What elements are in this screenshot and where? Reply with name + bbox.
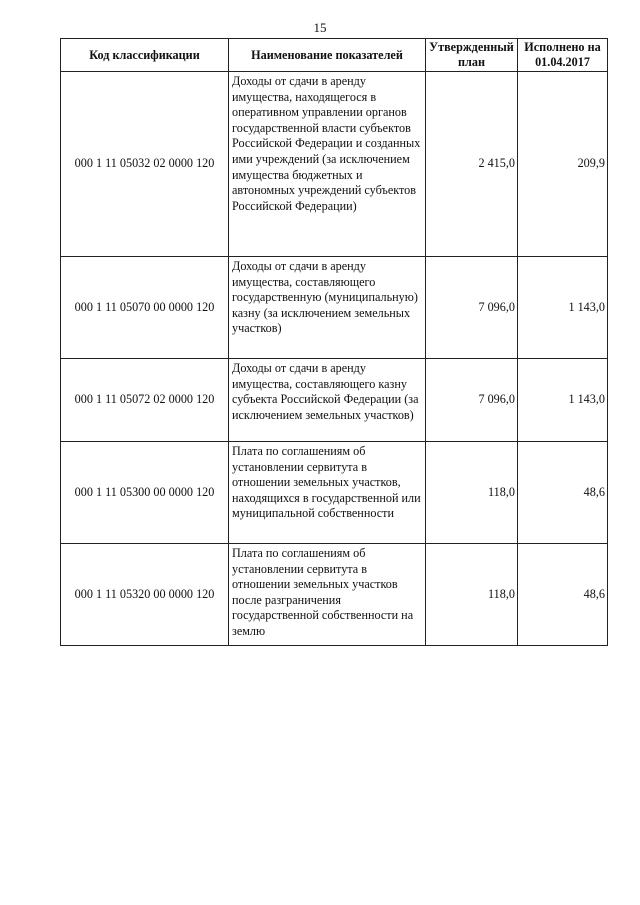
header-name: Наименование показателей	[229, 39, 426, 72]
row-plan: 7 096,0	[426, 257, 518, 359]
row-executed: 209,9	[518, 72, 608, 257]
table-row	[61, 544, 608, 646]
table-header-row	[61, 39, 608, 72]
row-name: Плата по соглашениям об установлении сервитута в отношении земельных участков, находящихся в государственной или муниципальной собственности	[229, 442, 426, 544]
row-executed: 1 143,0	[518, 257, 608, 359]
row-code: 000 1 11 05070 00 0000 120	[61, 257, 229, 359]
row-name: Доходы от сдачи в аренду имущества, находящегося в оперативном управлении органов государственной власти субъектов Российской Федерации и созданных ими учреждений (за исключением имущества бюджетных и автономных учреждений субъектов Российской Федерации)	[229, 72, 426, 257]
row-executed: 48,6	[518, 442, 608, 544]
row-code: 000 1 11 05300 00 0000 120	[61, 442, 229, 544]
row-plan: 118,0	[426, 544, 518, 646]
row-executed: 48,6	[518, 544, 608, 646]
row-code: 000 1 11 05032 02 0000 120	[61, 72, 229, 257]
row-plan: 7 096,0	[426, 359, 518, 442]
row-name: Плата по соглашениям об установлении сервитута в отношении земельных участков после разграничения государственной собственности на землю	[229, 544, 426, 646]
row-plan: 118,0	[426, 442, 518, 544]
row-executed: 1 143,0	[518, 359, 608, 442]
table-row	[61, 442, 608, 544]
row-name: Доходы от сдачи в аренду имущества, составляющего государственную (муниципальную) казну (за исключением земельных участков)	[229, 257, 426, 359]
row-plan: 2 415,0	[426, 72, 518, 257]
row-code: 000 1 11 05320 00 0000 120	[61, 544, 229, 646]
budget-table	[60, 38, 608, 646]
row-name: Доходы от сдачи в аренду имущества, составляющего казну субъекта Российской Федерации (за исключением земельных участков)	[229, 359, 426, 442]
page-number: 15	[313, 20, 327, 35]
table-row	[61, 359, 608, 442]
header-plan: Утвержденный план	[426, 39, 518, 72]
table-row	[61, 257, 608, 359]
header-executed: Исполнено на 01.04.2017	[518, 39, 608, 72]
header-code: Код классификации	[61, 39, 229, 72]
row-code: 000 1 11 05072 02 0000 120	[61, 359, 229, 442]
table-row	[61, 72, 608, 257]
